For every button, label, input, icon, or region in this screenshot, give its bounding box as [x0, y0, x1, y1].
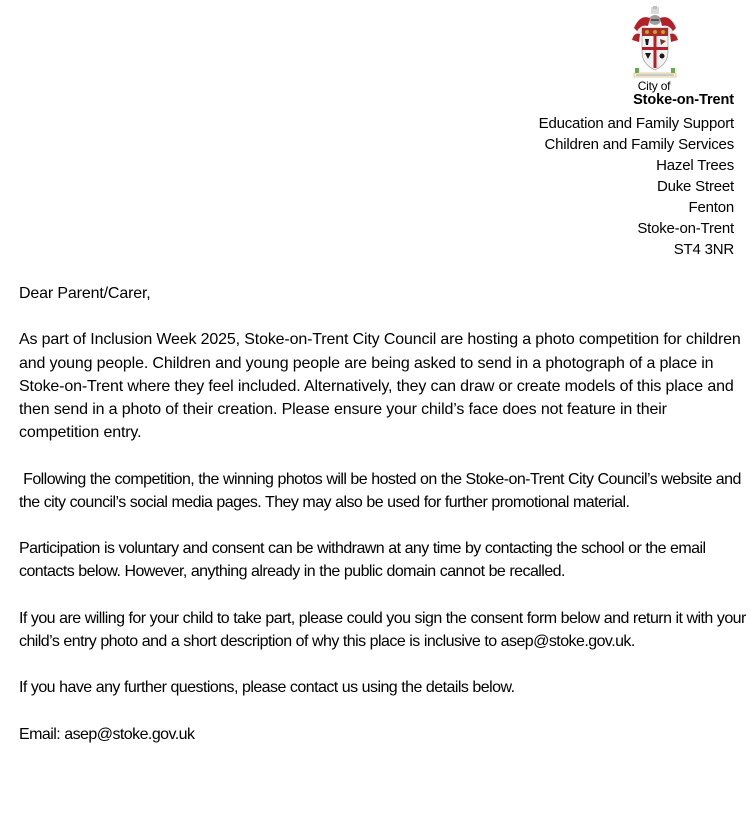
city-of-label: City of: [637, 79, 671, 93]
letter-body: [19, 282, 747, 769]
address-line: ST4 3NR: [673, 241, 734, 258]
council-logo: [594, 4, 734, 108]
paragraph-participation: Participation is voluntary and consent can be withdrawn at any time by contacting the school or the email contacts below. However, anything already in the public domain cannot be recalled.: [19, 540, 706, 581]
address-line: Duke Street: [656, 178, 734, 195]
email-label: Email:: [19, 725, 65, 743]
address-line: Stoke-on-Trent: [637, 220, 734, 237]
paragraph-further-questions: If you have any further questions, please contact us using the details below.: [19, 679, 515, 697]
city-name-label: Stoke-on-Trent: [633, 92, 734, 108]
address-line: Hazel Trees: [656, 157, 734, 174]
coat-of-arms-crest-icon: [630, 6, 680, 80]
contact-email-line: [19, 723, 747, 746]
address-line: Education and Family Support: [538, 115, 734, 132]
paragraph-consent-instructions: If you are willing for your child to take part, please could you sign the consent form below and return it with your child’s entry photo and a short description of why this place is inclusive to asep@stoke.gov.uk.: [19, 609, 746, 650]
email-link[interactable]: asep@stoke.gov.uk: [64, 725, 195, 743]
address-line: Fenton: [688, 199, 734, 216]
address-line: Children and Family Services: [544, 136, 734, 153]
salutation: Dear Parent/Carer,: [19, 285, 151, 302]
paragraph-winning-photos: Following the competition, the winning photos will be hosted on the Stoke-on-Trent City Council’s website and the city council’s social media pages. They may also be used for further promotional material.: [19, 470, 745, 511]
sender-address: [539, 113, 734, 260]
paragraph-competition-intro: As part of Inclusion Week 2025, Stoke-on-Trent City Council are hosting a photo competition for children and young people. Children and young people are being asked to send in a photograph of a place in Stoke-on-Trent where they feel included. Alternatively, they can draw or create models of this place and then send in a photo of their creation. Please ensure your child’s face does not feature in their competition entry.: [19, 331, 741, 442]
